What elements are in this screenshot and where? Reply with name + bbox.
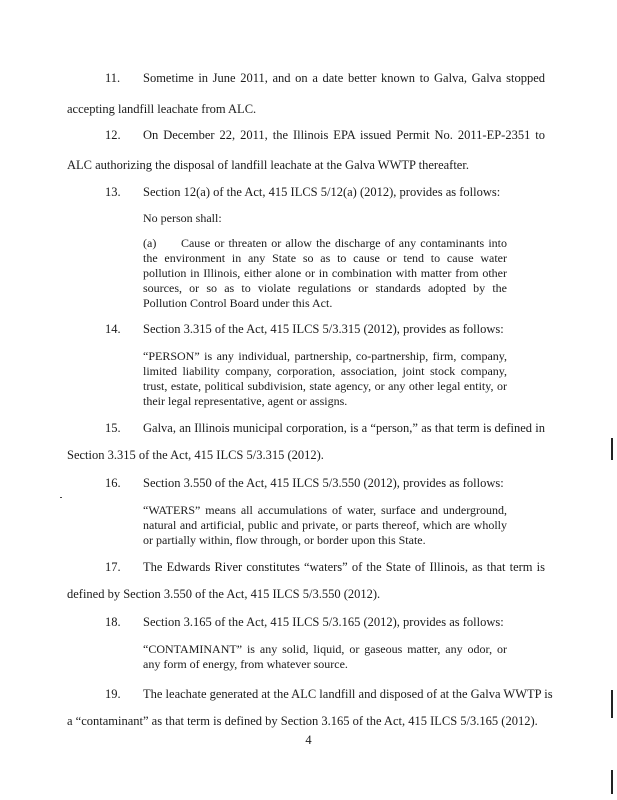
quote-intro: No person shall: bbox=[143, 211, 222, 225]
paragraph-number: 15. bbox=[105, 421, 121, 435]
paragraph-number: 18. bbox=[105, 615, 121, 629]
block-quote bbox=[143, 642, 507, 672]
paragraph-text: Section 3.550 of the Act, 415 ILCS 5/3.550 (2012), provides as follows: bbox=[143, 476, 504, 490]
paragraph-text: Section 3.315 of the Act, 415 ILCS 5/3.315 (2012), provides as follows: bbox=[143, 322, 504, 336]
paragraph-text: Section 3.165 of the Act, 415 ILCS 5/3.165 (2012), provides as follows: bbox=[143, 615, 504, 629]
paragraph-text: On December 22, 2011, the Illinois EPA issued Permit No. 2011-EP-2351 to bbox=[143, 128, 545, 142]
paragraph-number: 11. bbox=[105, 71, 121, 85]
quote-line: natural and artificial, public and private, or parts thereof, which are wholly bbox=[143, 518, 507, 532]
paragraph-text: accepting landfill leachate from ALC. bbox=[67, 102, 257, 116]
paragraph-text: ALC authorizing the disposal of landfill leachate at the Galva WWTP thereafter. bbox=[67, 158, 469, 172]
paragraph-text: Section 3.315 of the Act, 415 ILCS 5/3.315 (2012). bbox=[67, 448, 324, 462]
quote-line: “CONTAMINANT” is any solid, liquid, or gaseous matter, any odor, or bbox=[143, 642, 507, 656]
block-quote bbox=[143, 503, 507, 548]
margin-mark bbox=[611, 770, 613, 794]
quote-line: any form of energy, from whatever source. bbox=[143, 657, 348, 671]
paragraph-number: 14. bbox=[105, 322, 121, 336]
quote-line: Pollution Control Board under this Act. bbox=[143, 296, 333, 310]
block-quote bbox=[143, 236, 507, 311]
quote-line: “PERSON” is any individual, partnership, co-partnership, firm, company, bbox=[143, 349, 507, 363]
paragraph-number: 17. bbox=[105, 560, 121, 574]
margin-mark bbox=[611, 438, 613, 460]
paragraph-text: defined by Section 3.550 of the Act, 415 ILCS 5/3.550 (2012). bbox=[67, 587, 381, 601]
paragraph-text: The Edwards River constitutes “waters” of the State of Illinois, as that term is bbox=[143, 560, 545, 574]
paragraph-number: 13. bbox=[105, 185, 121, 199]
block-quote bbox=[143, 349, 507, 409]
quote-line: sources, or so as to violate regulations or standards adopted by the bbox=[143, 281, 507, 295]
paragraph-number: 19. bbox=[105, 687, 121, 701]
quote-line: “WATERS” means all accumulations of water, surface and underground, bbox=[143, 503, 507, 517]
quote-line: limited liability company, corporation, association, joint stock company, bbox=[143, 364, 507, 378]
quote-line: the environment in any State so as to cause or tend to cause water bbox=[143, 251, 507, 265]
quote-line: trust, estate, political subdivision, state agency, or any other legal entity, or bbox=[143, 379, 507, 393]
paragraph-text: a “contaminant” as that term is defined by Section 3.165 of the Act, 415 ILCS 5/3.165 (2012). bbox=[67, 714, 538, 728]
scan-speck bbox=[60, 497, 62, 498]
paragraph-text: Galva, an Illinois municipal corporation, is a “person,” as that term is defined in bbox=[143, 421, 545, 435]
quote-line: their legal representative, agent or assigns. bbox=[143, 394, 348, 408]
paragraph-number: 16. bbox=[105, 476, 121, 490]
quote-line: pollution in Illinois, either alone or in combination with matter from other bbox=[143, 266, 507, 280]
paragraph-text: Section 12(a) of the Act, 415 ILCS 5/12(a) (2012), provides as follows: bbox=[143, 185, 501, 199]
paragraph-text: Sometime in June 2011, and on a date better known to Galva, Galva stopped bbox=[143, 71, 545, 85]
quote-line: (a) Cause or threaten or allow the discharge of any contaminants into bbox=[143, 236, 507, 250]
page-number: 4 bbox=[305, 733, 312, 747]
paragraph-number: 12. bbox=[105, 128, 121, 142]
margin-mark bbox=[611, 690, 613, 718]
paragraph-text: The leachate generated at the ALC landfill and disposed of at the Galva WWTP is bbox=[143, 687, 553, 701]
quote-line: or partially within, flow through, or border upon this State. bbox=[143, 533, 426, 547]
